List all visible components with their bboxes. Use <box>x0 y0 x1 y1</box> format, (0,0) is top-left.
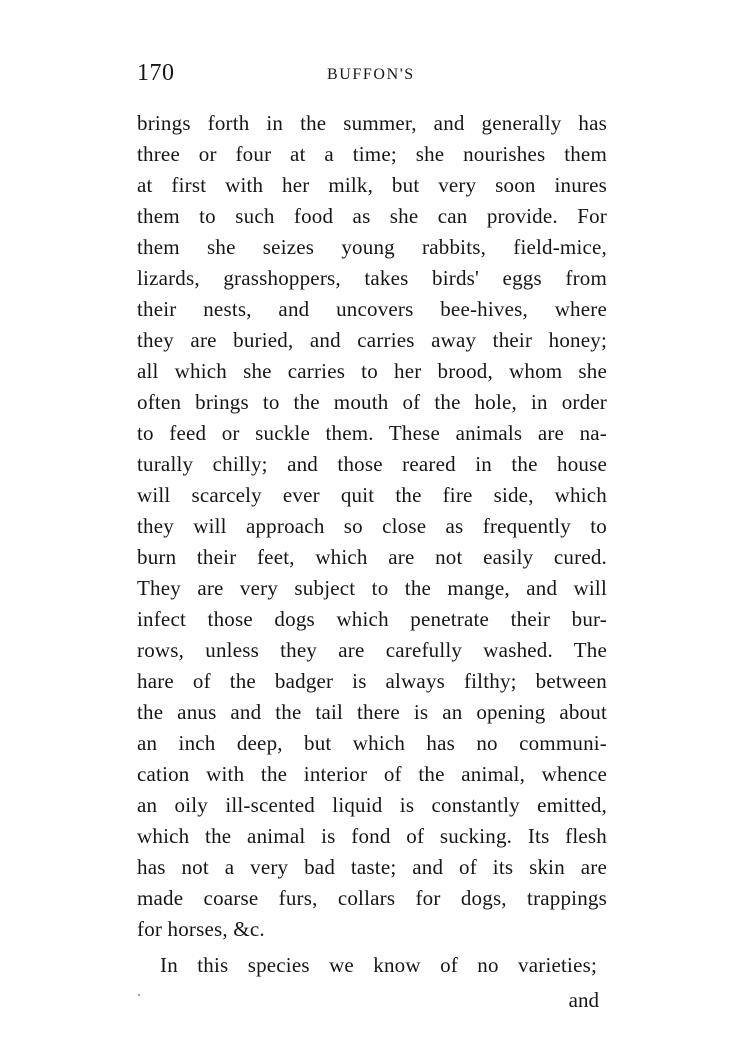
text-line: cation with the interior of the animal, whence <box>137 762 607 786</box>
text-line: their nests, and uncovers bee-hives, where <box>137 297 607 321</box>
text-line: three or four at a time; she nourishes them <box>137 142 607 166</box>
paragraph-two <box>160 950 597 981</box>
text-line: them to such food as she can provide. For <box>137 204 607 228</box>
text-line: which the animal is fond of sucking. Its flesh <box>137 824 607 848</box>
running-head-title: BUFFON'S <box>327 66 415 83</box>
text-line: often brings to the mouth of the hole, in order <box>137 390 607 414</box>
text-line: hare of the badger is always filthy; between <box>137 669 607 693</box>
running-head <box>137 60 607 90</box>
text-line: to feed or suckle them. These animals are na- <box>137 421 607 445</box>
text-line: lizards, grasshoppers, takes birds' eggs from <box>137 266 607 290</box>
text-line: burn their feet, which are not easily cured. <box>137 545 607 569</box>
text-line: for horses, &c. <box>137 917 265 941</box>
text-line: an oily ill-scented liquid is constantly emitted, <box>137 793 607 817</box>
text-line: all which she carries to her brood, whom she <box>137 359 607 383</box>
text-line: brings forth in the summer, and generally has <box>137 111 607 135</box>
paragraph-one <box>137 108 607 945</box>
text-line: infect those dogs which penetrate their bur- <box>137 607 607 631</box>
catchword: and <box>568 988 599 1012</box>
text-line: them she seizes young rabbits, field-mice, <box>137 235 607 259</box>
text-line: made coarse furs, collars for dogs, trappings <box>137 886 607 910</box>
text-line: an inch deep, but which has no communi- <box>137 731 607 755</box>
text-line: they are buried, and carries away their honey; <box>137 328 607 352</box>
text-line: turally chilly; and those reared in the house <box>137 452 607 476</box>
text-line: They are very subject to the mange, and will <box>137 576 607 600</box>
text-line: will scarcely ever quit the fire side, which <box>137 483 607 507</box>
text-line: In this species we know of no varieties; <box>160 953 597 977</box>
paper-speck <box>138 994 140 996</box>
text-line: has not a very bad taste; and of its skin are <box>137 855 607 879</box>
text-line: rows, unless they are carefully washed. The <box>137 638 607 662</box>
text-line: the anus and the tail there is an opening about <box>137 700 607 724</box>
text-line: they will approach so close as frequently to <box>137 514 607 538</box>
page-number: 170 <box>137 60 175 86</box>
text-line: at first with her milk, but very soon inures <box>137 173 607 197</box>
